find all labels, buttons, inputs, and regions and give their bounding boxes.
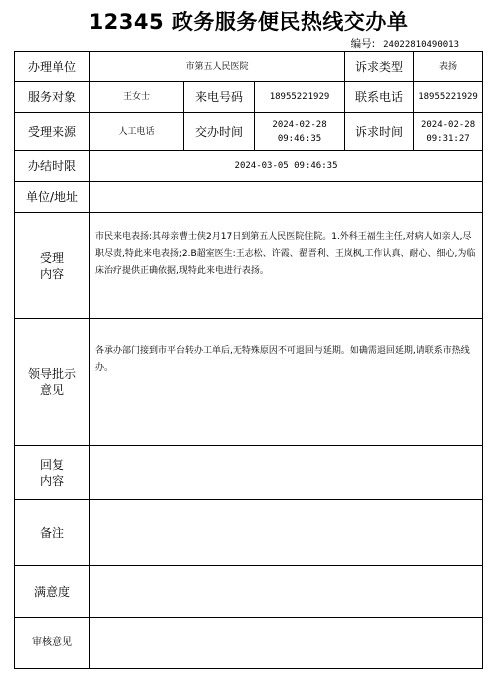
satisfaction-label: 满意度 xyxy=(15,566,90,618)
appeal-type-label: 诉求类型 xyxy=(345,52,414,82)
assign-time-date: 2024-02-28 xyxy=(272,119,327,130)
serial-label: 编号: xyxy=(350,38,376,50)
remark-value xyxy=(90,500,483,566)
appeal-time-value xyxy=(414,113,483,151)
address-label: 单位/地址 xyxy=(15,182,90,213)
form-title: 12345 政务服务便民热线交办单 xyxy=(88,10,409,34)
review-label: 审核意见 xyxy=(15,618,90,669)
contact-phone-label: 联系电话 xyxy=(345,82,414,113)
handler-unit-label: 办理单位 xyxy=(15,52,90,82)
assign-time-value xyxy=(255,113,345,151)
caller-phone-value: 18955221929 xyxy=(255,82,345,113)
serial-value: 24022810490013 xyxy=(383,40,459,50)
review-value xyxy=(90,618,483,669)
caller-phone-label: 来电号码 xyxy=(184,82,255,113)
service-target-value: 王女士 xyxy=(90,82,184,113)
content-label xyxy=(15,213,90,319)
assign-time-time: 09:46:35 xyxy=(277,133,322,144)
appeal-time-label: 诉求时间 xyxy=(345,113,414,151)
leader-opinion-value: 各承办部门接到市平台转办工单后,无特殊原因不可退回与延期。如确需退回延期,请联系市热线办。 xyxy=(90,319,483,446)
deadline-value: 2024-03-05 09:46:35 xyxy=(90,151,483,182)
reply-value xyxy=(90,446,483,500)
content-label-line1: 受理 xyxy=(39,250,64,265)
leader-opinion-label xyxy=(15,319,90,446)
serial-number xyxy=(351,36,459,51)
contact-phone-value: 18955221929 xyxy=(414,82,483,113)
satisfaction-value xyxy=(90,566,483,618)
reply-label-line2: 内容 xyxy=(39,473,64,488)
reply-label-line1: 回复 xyxy=(39,457,64,472)
service-target-label: 服务对象 xyxy=(15,82,90,113)
remark-label: 备注 xyxy=(15,500,90,566)
assign-time-label: 交办时间 xyxy=(184,113,255,151)
reply-label xyxy=(15,446,90,500)
source-value: 人工电话 xyxy=(90,113,184,151)
leader-label-line1: 领导批示 xyxy=(27,367,76,381)
content-label-line2: 内容 xyxy=(39,266,64,281)
deadline-label: 办结时限 xyxy=(15,151,90,182)
dispatch-form-table xyxy=(14,51,483,669)
appeal-time-date: 2024-02-28 xyxy=(420,119,476,130)
source-label: 受理来源 xyxy=(15,113,90,151)
appeal-type-value: 表扬 xyxy=(414,52,483,82)
handler-unit-value: 市第五人民医院 xyxy=(90,52,345,82)
content-value: 市民来电表扬:其母亲曹士侠2月17日到第五人民医院住院。1.外科王福生主任,对病人如亲人,尽职尽责,特此来电表扬;2.B超室医生:王志松、许霞、翟晋利、王岚枫,工作认真、耐心、细心,为临床治疗提供正确依据,现特此来电进行表扬。 xyxy=(90,213,483,319)
address-value xyxy=(90,182,483,213)
appeal-time-time: 09:31:27 xyxy=(426,133,470,144)
leader-label-line2: 意见 xyxy=(39,383,64,397)
